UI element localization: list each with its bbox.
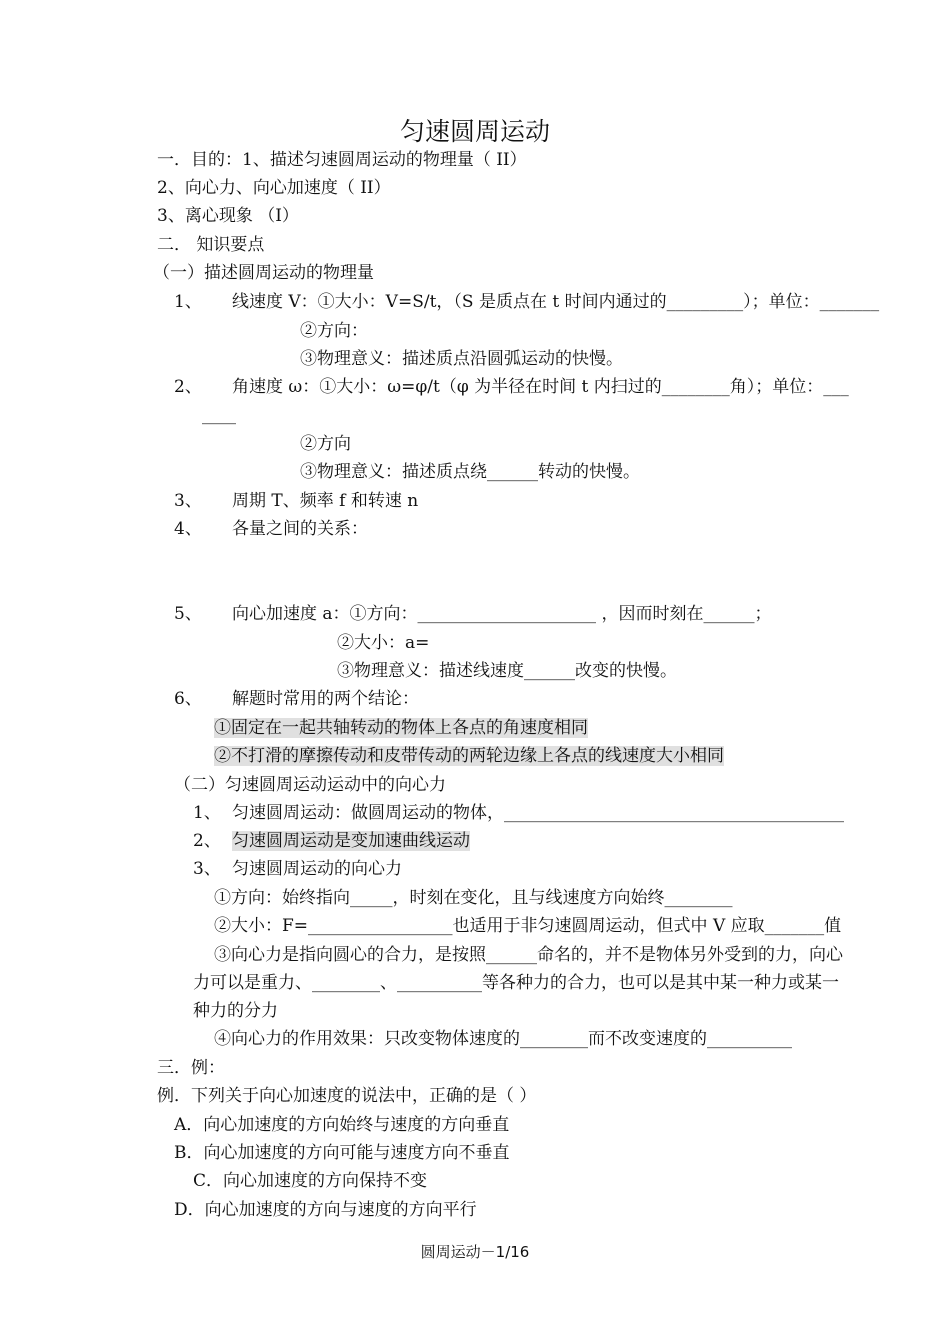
force-naming-continued: 力可以是重力、________、__________等各种力的合力，也可以是其中某一种力或某一: [193, 973, 839, 993]
item-period-frequency: [174, 490, 418, 512]
item-text: 向心加速度 a：①方向：_____________________ ，因而时刻在______；: [232, 604, 772, 624]
angular-velocity-direction: ②方向: [300, 434, 351, 454]
force-effect: ④向心力的作用效果：只改变物体速度的________而不改变速度的__________: [214, 1029, 792, 1049]
option-c: C．向心加速度的方向保持不变: [193, 1171, 428, 1191]
objective-line-3: 3、离心现象 （I）: [157, 206, 299, 226]
acceleration-magnitude: ②大小：a=: [337, 633, 430, 653]
item-conclusions: [174, 688, 419, 710]
section-heading-examples: 三．例：: [157, 1058, 225, 1078]
item-text: 解题时常用的两个结论：: [232, 689, 419, 709]
subsection-heading-2: （二）匀速圆周运动运动中的向心力: [174, 775, 446, 795]
item-centripetal-force: [193, 858, 402, 880]
highlighted-text: ②不打滑的摩擦传动和皮带传动的两轮边缘上各点的线速度大小相同: [214, 746, 724, 766]
item-number: 3、: [174, 491, 202, 511]
item-text: 匀速圆周运动的向心力: [232, 859, 402, 879]
item-relations: [174, 518, 368, 540]
item-number: 3、: [193, 859, 221, 879]
option-b: B．向心加速度的方向可能与速度方向不垂直: [174, 1143, 510, 1163]
conclusion-1: [214, 717, 588, 739]
option-a: A．向心加速度的方向始终与速度的方向垂直: [174, 1115, 510, 1135]
subsection-heading-1: （一）描述圆周运动的物理量: [153, 263, 374, 283]
item-text: 各量之间的关系：: [232, 519, 368, 539]
item-number: 6、: [174, 689, 202, 709]
item-number: 1、: [193, 803, 221, 823]
conclusion-2: [214, 745, 724, 767]
section-heading-knowledge: 二． 知识要点: [157, 235, 265, 255]
item-number: 4、: [174, 519, 202, 539]
item-number: 2、: [174, 377, 202, 397]
objective-line-2: 2、向心力、向心加速度（ II）: [157, 178, 391, 198]
option-d: D．向心加速度的方向与速度的方向平行: [174, 1200, 477, 1220]
force-direction: ①方向：始终指向_____，时刻在变化，且与线速度方向始终________: [214, 888, 733, 908]
item-text: 匀速圆周运动是变加速曲线运动: [232, 831, 470, 851]
highlighted-text: ①固定在一起共轴转动的物体上各点的角速度相同: [214, 718, 588, 738]
item-linear-velocity: [174, 291, 879, 313]
item-centripetal-acceleration: [174, 603, 771, 625]
acceleration-meaning: ③物理意义：描述线速度______改变的快慢。: [337, 661, 677, 681]
item-text: 周期 T、频率 f 和转速 n: [232, 491, 419, 511]
example-question: 例．下列关于向心加速度的说法中，正确的是（ ）: [157, 1086, 537, 1106]
page-footer: 圆周运动－1/16: [420, 1243, 530, 1261]
objective-line-1: 一．目的：1、描述匀速圆周运动的物理量（ II）: [157, 150, 527, 170]
item-text: 角速度 ω：①大小：ω=φ/t（φ 为半径在时间 t 内扫过的________角）；单位：___: [232, 377, 849, 397]
item-number: 5、: [174, 604, 202, 624]
force-magnitude: ②大小：F=_________________也适用于非匀速圆周运动，但式中 V 应取_______值: [214, 916, 842, 936]
force-naming: ③向心力是指向圆心的合力，是按照______命名的，并不是物体另外受到的力，向心: [214, 945, 843, 965]
angular-velocity-unit-continuation: ____: [202, 405, 236, 425]
force-naming-end: 种力的分力: [193, 1001, 278, 1021]
document-title: 匀速圆周运动: [399, 117, 550, 146]
item-uniform-circular-motion: [193, 802, 844, 824]
item-number: 1、: [174, 292, 202, 312]
linear-velocity-direction: ②方向：: [300, 321, 368, 341]
linear-velocity-meaning: ③物理意义：描述质点沿圆弧运动的快慢。: [300, 349, 623, 369]
item-angular-velocity: [174, 376, 849, 398]
item-variable-acceleration: [193, 830, 470, 852]
item-text: 匀速圆周运动：做圆周运动的物体，________________________________________: [232, 803, 844, 823]
item-text: 线速度 V：①大小：V=S/t，（S 是质点在 t 时间内通过的_________）；单位：_______: [232, 292, 880, 312]
angular-velocity-meaning: ③物理意义：描述质点绕______转动的快慢。: [300, 462, 640, 482]
item-number: 2、: [193, 831, 221, 851]
